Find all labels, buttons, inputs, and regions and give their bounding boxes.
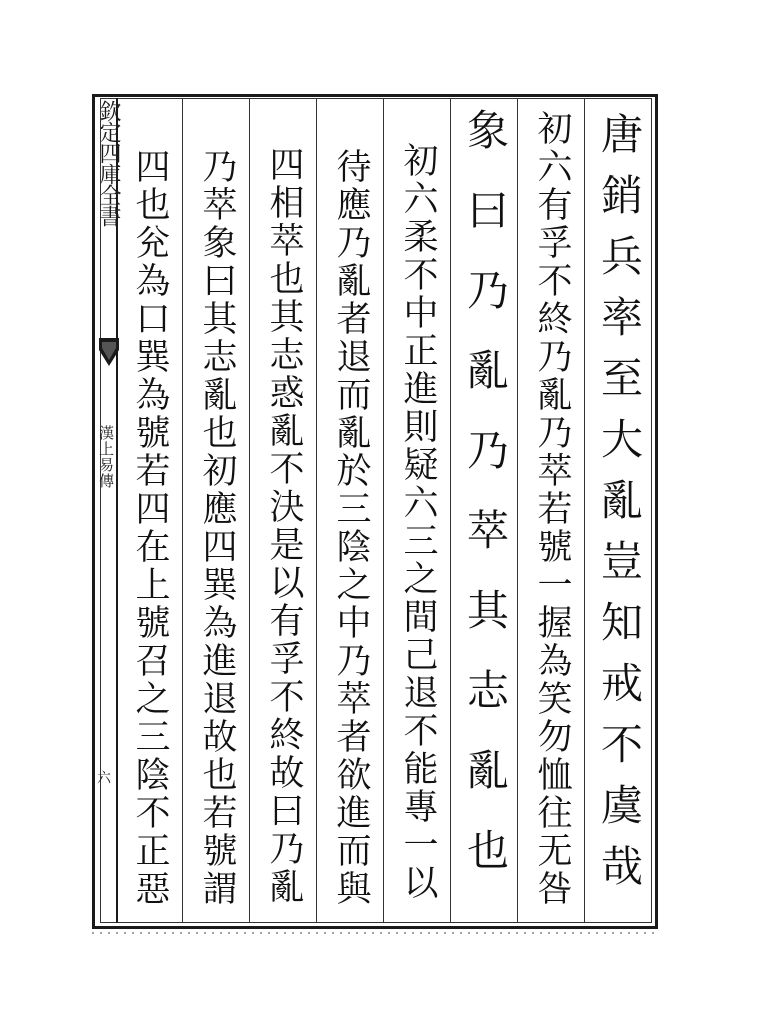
column-text: 乃萃象曰其志亂也初應四巽為進退故也若號謂 <box>197 148 237 908</box>
text-column-6 <box>251 102 317 920</box>
text-column-8 <box>117 102 183 920</box>
column-text: 初六柔不中正進則疑六三之間己退不能專一以 <box>398 142 438 902</box>
text-column-1 <box>586 102 652 920</box>
column-text: 初六有孚不終乃亂乃萃若號一握為笑勿恤往无咎 <box>532 110 572 908</box>
column-text: 唐銷兵率至大亂豈知戒不虞哉 <box>595 112 644 905</box>
column-text: 四相萃也其志惑亂不決是以有孚不終故曰乃亂 <box>264 146 304 906</box>
chapter-title: 漢上易傳 <box>97 425 115 489</box>
text-column-3 <box>452 102 518 920</box>
page-number: 六 <box>95 770 111 784</box>
column-text: 待應乃亂者退而亂於三陰之中乃萃者欲進而與 <box>331 148 371 908</box>
column-text: 象曰乃亂乃萃其志亂也 <box>461 108 510 908</box>
text-column-4 <box>385 102 451 920</box>
text-column-2 <box>519 102 585 920</box>
text-column-7 <box>184 102 250 920</box>
text-column-5 <box>318 102 384 920</box>
book-title: 欽定四庫全書 <box>96 100 121 226</box>
bottom-border-dots <box>92 930 658 936</box>
column-text: 四也兊為口巽為號若四在上號召之三陰不正惡 <box>130 148 170 908</box>
